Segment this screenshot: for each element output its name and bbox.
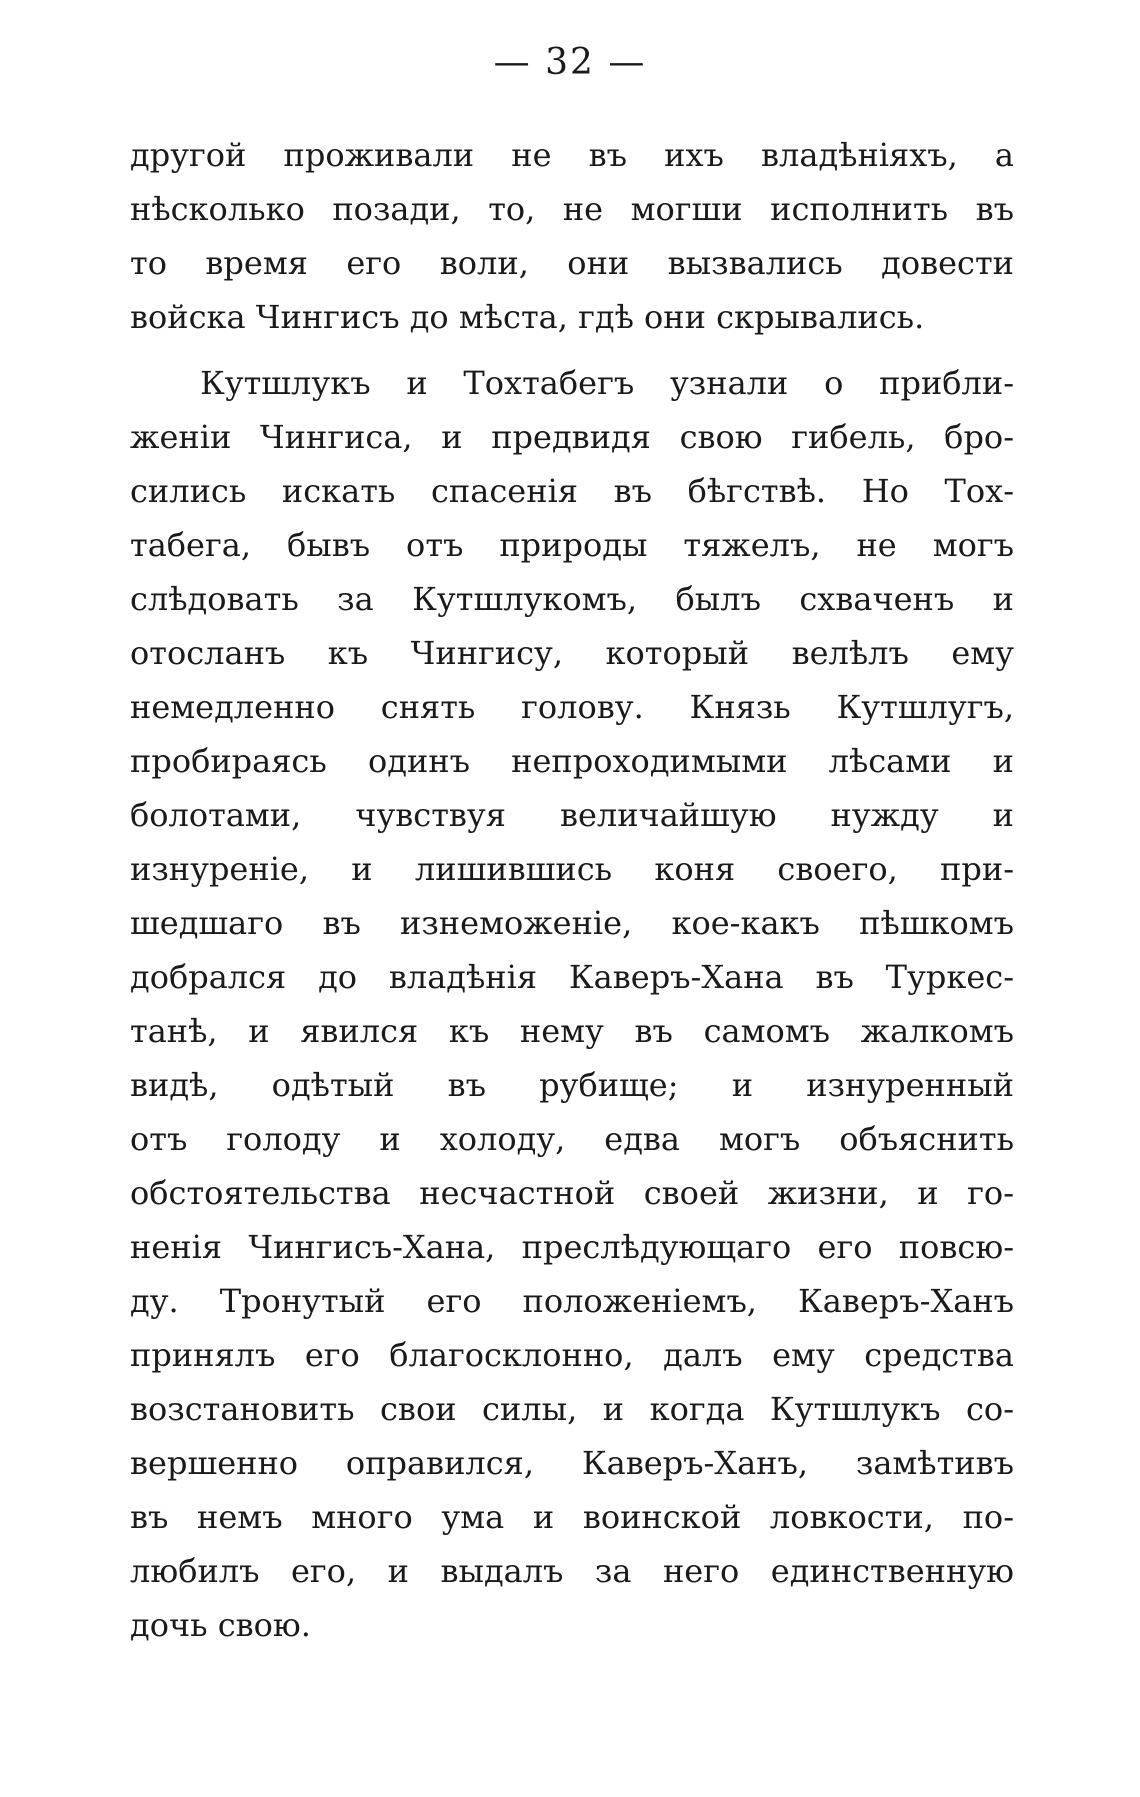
text-line: немедленно снять голову. Князь Кутшлугъ,	[130, 688, 1014, 726]
page-number: — 32 —	[493, 42, 647, 83]
text-line: женіи Чингиса, и предвидя свою гибель, бро-	[130, 418, 1014, 456]
text-line: слѣдовать за Кутшлукомъ, былъ схваченъ и	[130, 580, 1014, 618]
text-line: сились искать спасенія въ бѣгствѣ. Но Тох-	[130, 472, 1014, 510]
text-line: изнуреніе, и лишившись коня своего, при-	[130, 850, 1014, 888]
text-line: ненія Чингисъ-Хана, преслѣдующаго его повсю-	[130, 1228, 1014, 1266]
text-line: отосланъ къ Чингису, который велѣлъ ему	[130, 634, 1014, 672]
text-line: то время его воли, они вызвались довести	[130, 244, 1014, 282]
text-line: возстановить свои силы, и когда Кутшлукъ со-	[130, 1390, 1014, 1428]
body-text	[130, 128, 1014, 1652]
text-line: болотами, чувствуя величайшую нужду и	[130, 796, 1014, 834]
text-line: шедшаго въ изнеможеніе, кое-какъ пѣшкомъ	[130, 904, 1014, 942]
paragraph-2	[130, 356, 1014, 1652]
paragraph-1	[130, 128, 1014, 344]
text-line: нѣсколько позади, то, не могши исполнить въ	[130, 190, 1014, 228]
text-line: въ немъ много ума и воинской ловкости, по-	[130, 1498, 1014, 1536]
paragraph-gap	[130, 344, 1014, 356]
text-line: дочь свою.	[130, 1606, 311, 1644]
text-line: Кутшлукъ и Тохтабегъ узнали о прибли-	[200, 364, 1014, 402]
text-line: танѣ, и явился къ нему въ самомъ жалкомъ	[130, 1012, 1014, 1050]
text-line: отъ голоду и холоду, едва могъ объяснить	[130, 1120, 1014, 1158]
text-line: видѣ, одѣтый въ рубище; и изнуренный	[130, 1066, 1014, 1104]
text-line: добрался до владѣнія Каверъ-Хана въ Туркес-	[130, 958, 1014, 996]
text-line: обстоятельства несчастной своей жизни, и го-	[130, 1174, 1014, 1212]
text-line: другой проживали не въ ихъ владѣніяхъ, а	[130, 136, 1014, 174]
text-line: любилъ его, и выдалъ за него единственную	[130, 1552, 1014, 1590]
text-line: войска Чингисъ до мѣста, гдѣ они скрывались.	[130, 298, 925, 336]
text-line: табега, бывъ отъ природы тяжелъ, не могъ	[130, 526, 1014, 564]
text-line: вершенно оправился, Каверъ-Ханъ, замѣтивъ	[130, 1444, 1014, 1482]
text-line: пробираясь одинъ непроходимыми лѣсами и	[130, 742, 1014, 780]
text-line: принялъ его благосклонно, далъ ему средства	[130, 1336, 1014, 1374]
text-line: ду. Тронутый его положеніемъ, Каверъ-Ханъ	[130, 1282, 1014, 1320]
